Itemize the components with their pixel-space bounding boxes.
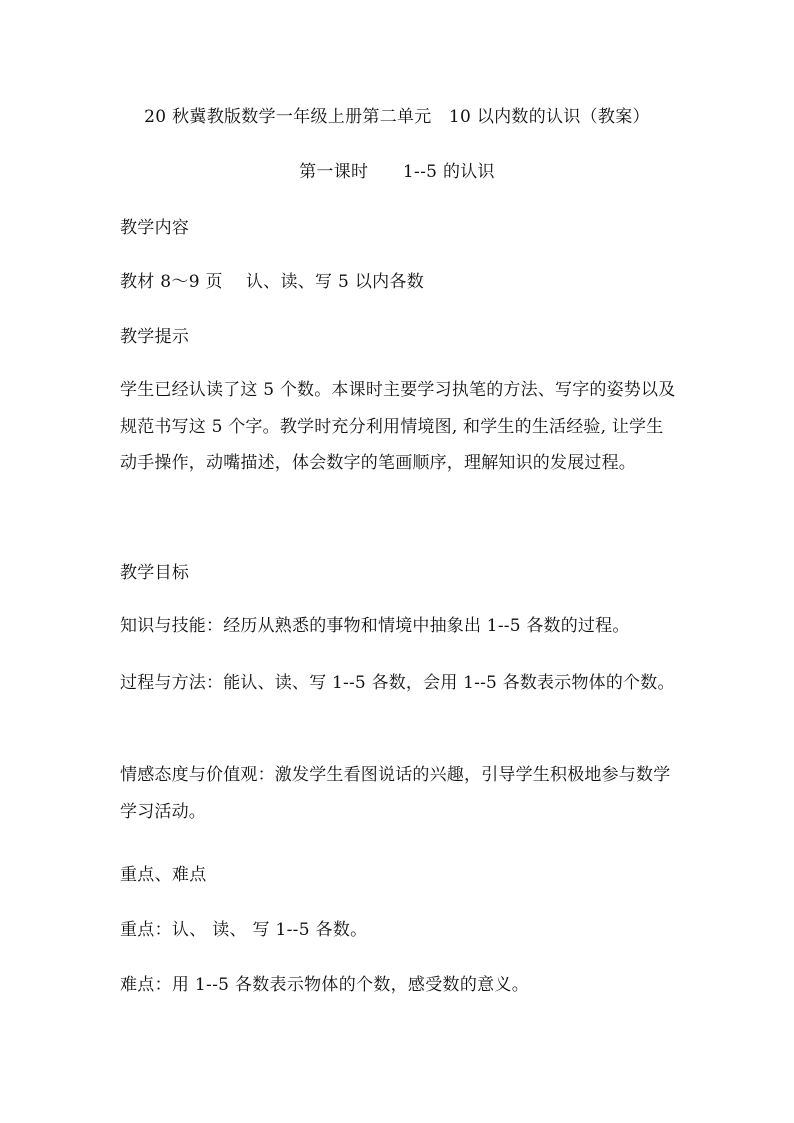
content-text: 教材 8～9 页 认、读、写 5 以内各数 — [120, 272, 425, 292]
goal-emotion: 情感态度与价值观：激发学生看图说话的兴趣，引导学生积极地参与数学学习活动。 — [120, 765, 671, 822]
document-title: 20 秋冀教版数学一年级上册第二单元 10 以内数的认识（教案） — [144, 107, 650, 127]
tips-heading: 教学提示 — [120, 327, 190, 347]
difficult-point: 难点：用 1--5 各数表示物体的个数，感受数的意义。 — [120, 975, 530, 995]
tips-paragraph: 学生已经认读了这 5 个数。本课时主要学习执笔的方法、写字的姿势以及规范书写这 5 个字。教学时充分利用情境图, 和学生的生活经验, 让学生动手操作，动嘴描述，体会数字的笔画顺序，理解知识的发展过程。 — [120, 380, 676, 473]
key-point: 重点：认、 读、 写 1--5 各数。 — [120, 920, 368, 940]
lesson-subtitle: 第一课时 1--5 的认识 — [299, 162, 495, 182]
key-heading: 重点、难点 — [120, 865, 207, 885]
goal-process: 过程与方法：能认、读、写 1--5 各数，会用 1--5 各数表示物体的个数。 — [120, 673, 675, 693]
goals-heading: 教学目标 — [120, 563, 190, 583]
goal-knowledge: 知识与技能：经历从熟悉的事物和情境中抽象出 1--5 各数的过程。 — [120, 616, 630, 636]
content-heading: 教学内容 — [120, 218, 190, 238]
